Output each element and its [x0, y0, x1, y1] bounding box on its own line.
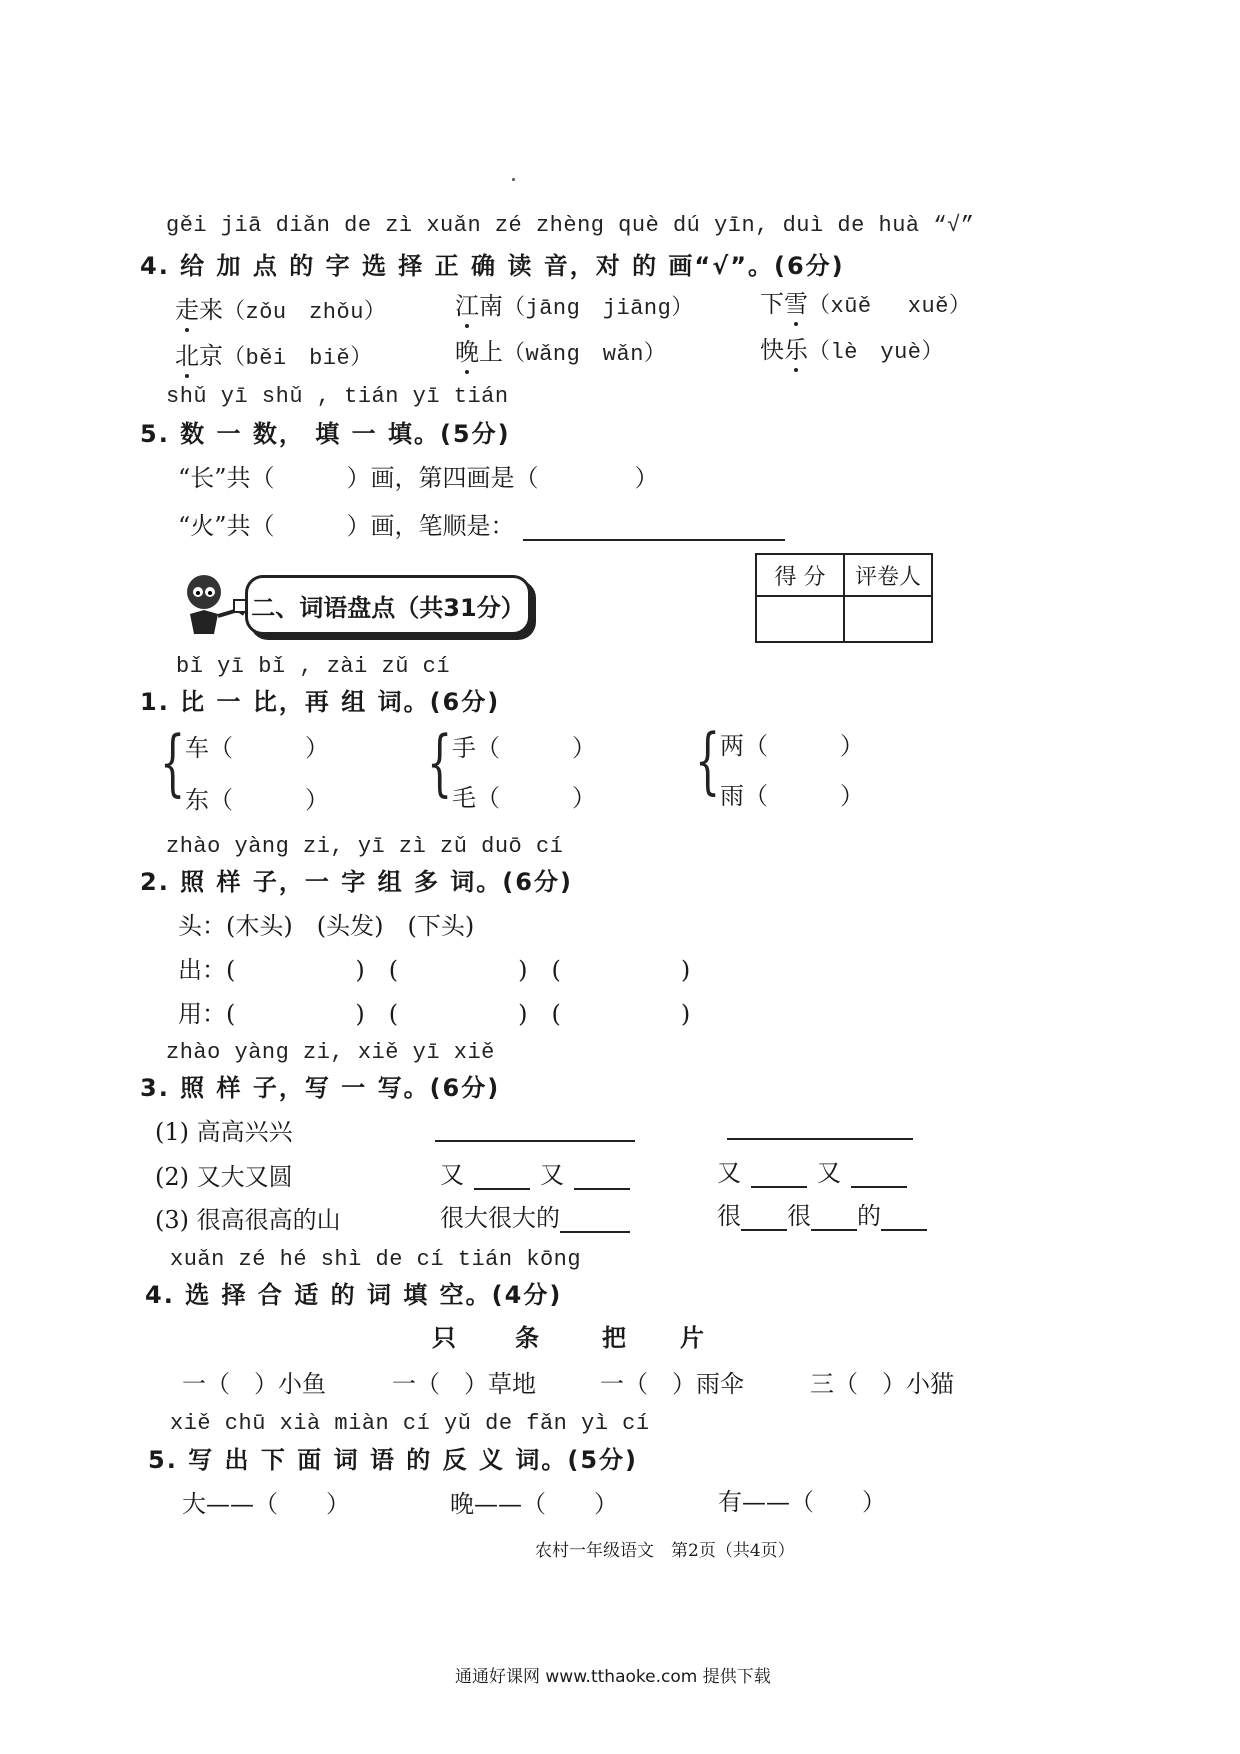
compare-word: 东（ ） — [185, 786, 329, 814]
score-box — [755, 553, 933, 643]
answer-line[interactable] — [851, 1186, 907, 1188]
source-footer: 通通好课网 www.tthaoke.com 提供下载 — [455, 1667, 771, 1687]
compare-word: 车（ ） — [185, 734, 329, 762]
compare-word: 手（ ） — [452, 734, 596, 762]
answer-line[interactable] — [574, 1188, 630, 1190]
fill-item: 一（ ）小鱼 — [182, 1370, 326, 1398]
s4-title: 4. 给 加 点 的 字 选 择 正 确 读 音，对 的 画“√”。(6分) — [140, 252, 845, 280]
p5-pinyin: xiě chū xià miàn cí yǔ de fǎn yì cí — [170, 1411, 650, 1436]
brace: { — [695, 718, 721, 802]
p1-pinyin: bǐ yī bǐ , zài zǔ cí — [176, 654, 451, 679]
p3-pattern: 很大很大的 — [440, 1198, 630, 1233]
s4-item: 走来（zǒu zhǒu） — [175, 290, 386, 325]
word-choice: 只 — [432, 1324, 458, 1352]
p4-title: 4. 选 择 合 适 的 词 填 空。(4分) — [145, 1281, 563, 1309]
word-choice: 把 — [602, 1324, 628, 1352]
answer-line[interactable] — [741, 1229, 787, 1231]
p3-pattern: 又 又 — [717, 1153, 907, 1188]
p3-example: (3) 很高很高的山 — [155, 1206, 341, 1234]
compare-word: 两（ ） — [720, 732, 864, 760]
p2-example: 头：(木头) (头发) (下头) — [178, 912, 475, 940]
s4-item: 快乐（lè yuè） — [760, 330, 944, 365]
p3-example: (1) 高高兴兴 — [155, 1118, 293, 1146]
answer-line[interactable] — [560, 1231, 630, 1233]
p3-pattern: 又 又 — [440, 1155, 630, 1190]
answer-line[interactable] — [727, 1110, 913, 1140]
grader-label: 评卷人 — [844, 554, 932, 596]
antonym-item: 晚——（ ） — [450, 1490, 618, 1518]
page-footer: 农村一年级语文 第2页（共4页） — [535, 1541, 795, 1561]
scan-speck — [512, 178, 515, 181]
p2-row: 用：( ) ( ) ( ) — [178, 1000, 691, 1028]
s4-item: 下雪（xūě xuě） — [760, 284, 971, 319]
p3-pinyin: zhào yàng zi, xiě yī xiě — [166, 1040, 495, 1065]
p3-pattern: 很 很 的 — [717, 1196, 927, 1231]
word-choice: 条 — [515, 1324, 541, 1352]
s4-item: 江南（jāng jiāng） — [455, 286, 694, 321]
word-choice: 片 — [680, 1324, 706, 1352]
s5-line1: “长”共（ ）画，第四画是（ ） — [178, 464, 659, 492]
part2-banner: 二、词语盘点（共31分） — [245, 575, 531, 635]
fill-item: 一（ ）雨伞 — [600, 1370, 744, 1398]
answer-line[interactable] — [751, 1186, 807, 1188]
p2-title: 2. 照 样 子，一 字 组 多 词。(6分) — [140, 868, 573, 896]
answer-line[interactable] — [474, 1188, 530, 1190]
antonym-item: 有——（ ） — [718, 1488, 886, 1516]
brace: { — [160, 720, 186, 804]
answer-line[interactable] — [435, 1112, 635, 1142]
p2-row: 出：( ) ( ) ( ) — [178, 956, 691, 984]
antonym-item: 大——（ ） — [182, 1490, 350, 1518]
answer-line[interactable] — [811, 1229, 857, 1231]
score-cell[interactable] — [756, 596, 844, 642]
compare-word: 雨（ ） — [720, 782, 864, 810]
answer-line[interactable] — [523, 539, 785, 541]
grader-cell[interactable] — [844, 596, 932, 642]
s5-title: 5. 数 一 数， 填 一 填。(5分) — [140, 420, 511, 448]
fill-item: 一（ ）草地 — [392, 1370, 536, 1398]
s5-pinyin: shǔ yī shǔ , tián yī tián — [166, 384, 509, 409]
s4-pinyin: gěi jiā diǎn de zì xuǎn zé zhèng què dú yīn, duì de huà “√” — [166, 213, 975, 238]
p2-pinyin: zhào yàng zi, yī zì zǔ duō cí — [166, 834, 564, 859]
student-mascot-icon — [174, 570, 254, 636]
answer-line[interactable] — [881, 1229, 927, 1231]
brace: { — [427, 720, 453, 804]
compare-word: 毛（ ） — [452, 784, 596, 812]
fill-item: 三（ ）小猫 — [810, 1370, 954, 1398]
s5-line2: “火”共（ ）画，笔顺是： — [178, 506, 785, 541]
s4-item: 北京（běi biě） — [175, 336, 373, 371]
p3-title: 3. 照 样 子，写 一 写。(6分) — [140, 1074, 501, 1102]
p5-title: 5. 写 出 下 面 词 语 的 反 义 词。(5分) — [148, 1446, 639, 1474]
p1-title: 1. 比 一 比，再 组 词。(6分) — [140, 688, 501, 716]
p4-pinyin: xuǎn zé hé shì de cí tián kōng — [170, 1247, 582, 1272]
p3-example: (2) 又大又圆 — [155, 1163, 293, 1191]
s4-item: 晚上（wǎng wǎn） — [455, 332, 666, 367]
score-label: 得 分 — [756, 554, 844, 596]
